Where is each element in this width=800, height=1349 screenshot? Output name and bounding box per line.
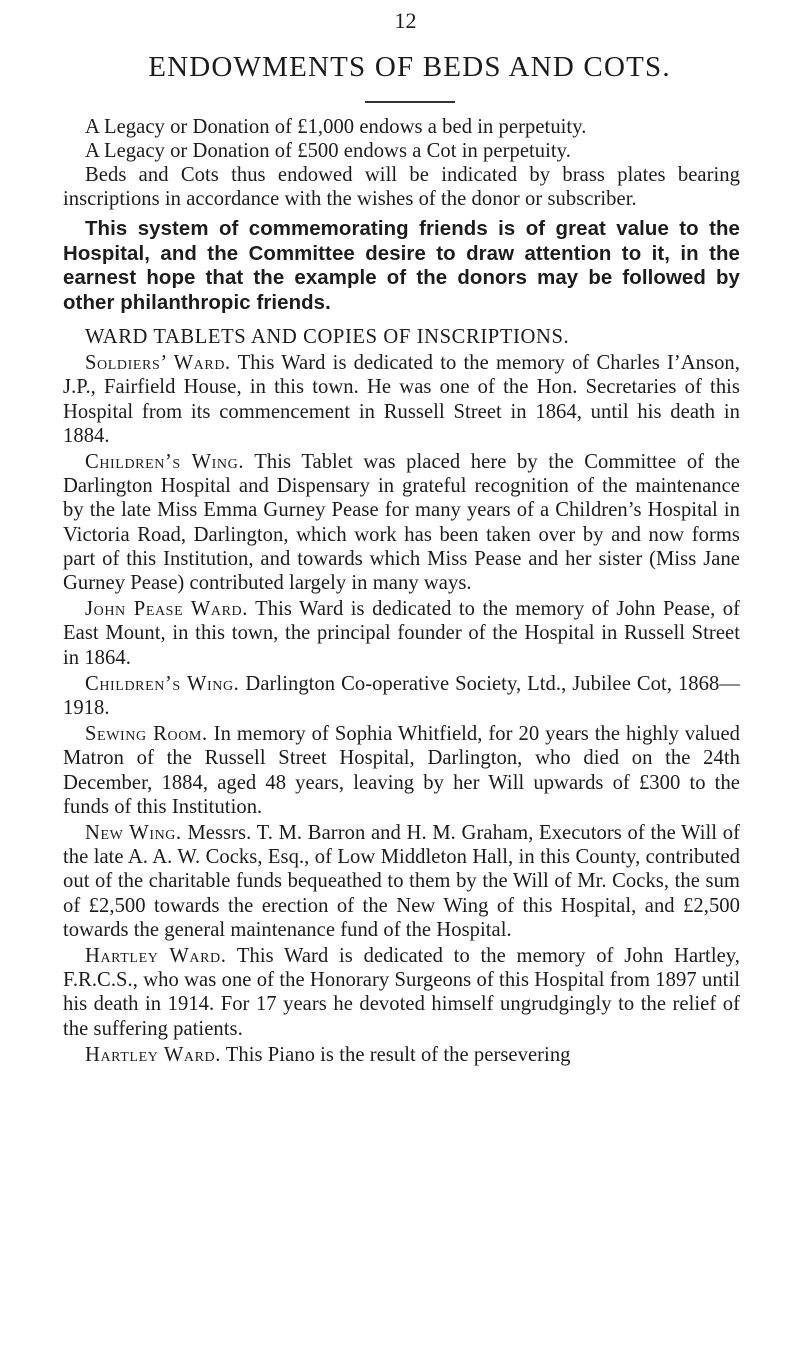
entry-heading: Sewing Room. [85,723,208,746]
page-number: 12 [394,8,417,33]
entry-text: This Ward is dedicated to the memory of John Pease, of East Mount, in this town, the principal founder of the Hospital in Russell Street in 1864. [63,598,741,669]
entry-heading: Hartley Ward. [85,945,227,968]
inscription-entry [63,944,740,1041]
intro-section [63,115,740,212]
inscription-entry [63,597,740,670]
page-title: ENDOWMENTS OF BEDS AND COTS. [148,51,671,83]
commemoration-notice: This system of commemorating friends is of great value to the Hospital, and the Committee desire to draw attention to it, in the earnest hope that the example of the donors may be followed by other philanthropic friends. [63,218,740,314]
entry-text: Darlington Co-operative Society, Ltd., Jubilee Cot, 1868—1918. [63,672,740,719]
intro-paragraph: Beds and Cots thus endowed will be indicated by brass plates bearing inscriptions in accordance with the wishes of the donor or subscriber. [63,163,740,211]
inscription-list [63,351,740,1067]
entry-heading: Soldiers’ Ward. [85,352,231,375]
inscription-entry [63,450,740,595]
section-heading: WARD TABLETS AND COPIES OF INSCRIPTIONS. [85,325,570,348]
inscription-entry [63,1043,740,1067]
entry-heading: Children’s Wing. [85,450,245,473]
title-divider [365,101,455,103]
entry-text: Messrs. T. M. Barron and H. M. Graham, Executors of the Will of the late A. A. W. Cocks, Esq., of Low Middleton Hall, in this County, contributed out of the charitable funds bequeathed to them by the Will of Mr. Cocks, the sum of £2,500 towards the erection of the New Wing of this Hospital, and £2,500 towards the general maintenance fund of the Hospital. [63,822,740,941]
entry-text: This Ward is dedicated to the memory of John Hartley, F.R.C.S., who was one of the Honorary Surgeons of this Hospital from 1897 until his death in 1914. For 17 years he devoted himself ungrudgingly to the relief of the suffering patients. [63,945,740,1040]
intro-paragraph: A Legacy or Donation of £500 endows a Cot in perpetuity. [85,139,571,162]
entry-text: This Piano is the result of the persevering [220,1043,571,1066]
entry-heading: New Wing. [85,822,182,844]
inscription-entry [63,722,740,819]
intro-paragraph: A Legacy or Donation of £1,000 endows a bed in perpetuity. [85,115,587,138]
entry-heading: John Pease Ward. [85,598,249,621]
inscription-entry [63,672,740,720]
entry-text: In memory of Sophia Whitfield, for 20 years the highly valued Matron of the Russell Street Hospital, Darlington, who died on the 24th December, 1884, aged 48 years, leaving by her Will upwards of £300 to the funds of this Institution. [63,723,740,818]
entry-heading: Hartley Ward. [85,1043,221,1066]
entry-text: This Ward is dedicated to the memory of Charles I’Anson, J.P., Fairfield House, in this town. He was one of the Hon. Secretaries of this Hospital from its commencement in Russell Street in 1864, until his death in 1884. [63,352,740,447]
entry-text: This Tablet was placed here by the Committee of the Darlington Hospital and Dispensary in grateful recognition of the maintenance by the late Miss Emma Gurney Pease for many years of a Children’s Hospital in Victoria Road, Darlington, which work has been taken over by and now forms part of this Institution, and towards which Miss Pease and her sister (Miss Jane Gurney Pease) contributed largely in many ways. [63,450,740,594]
entry-heading: Children’s Wing. [85,672,240,695]
inscription-entry [63,821,740,942]
inscription-entry [63,351,740,448]
